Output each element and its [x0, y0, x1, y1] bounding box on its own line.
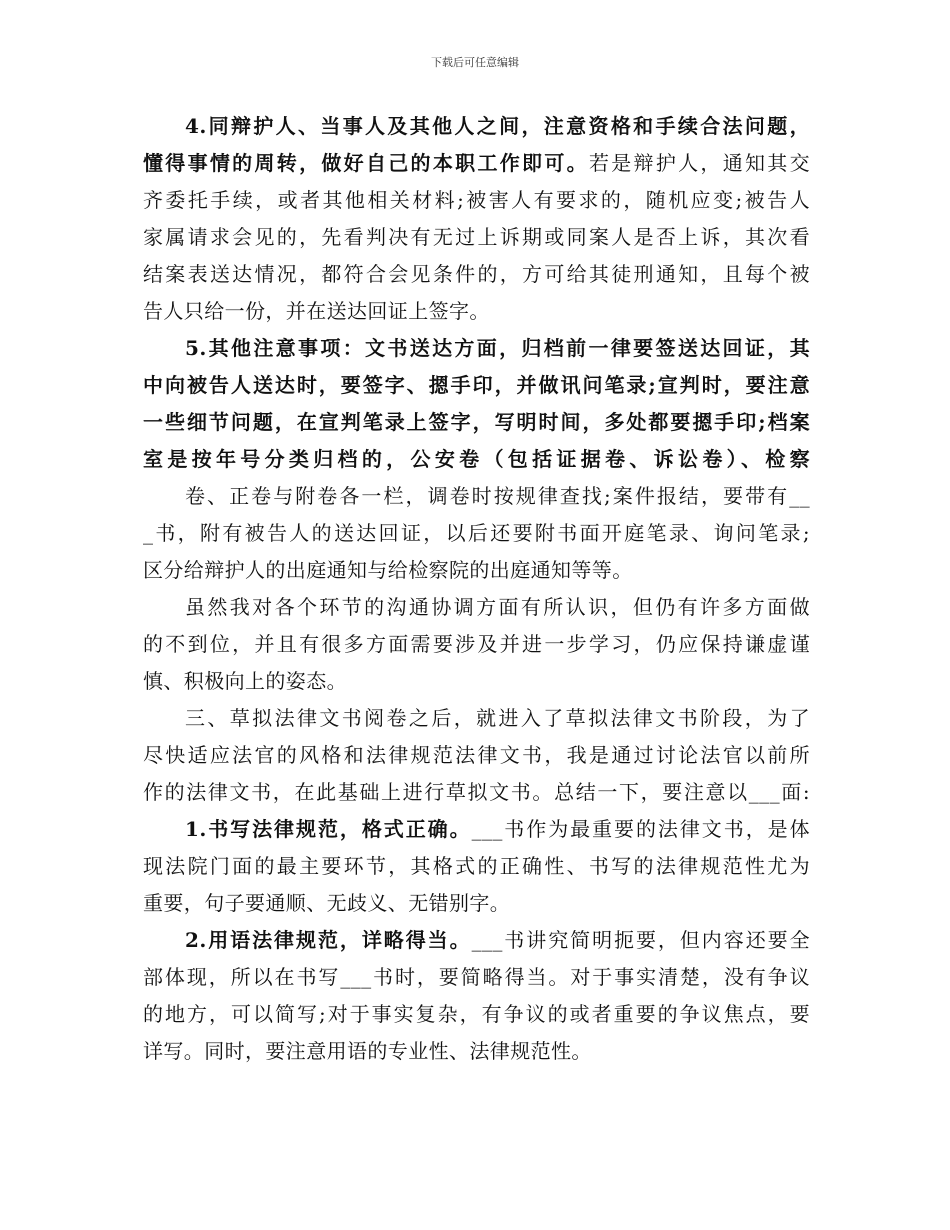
text-line	[143, 811, 810, 848]
text-line: 慎、积极向上的姿态。	[143, 669, 347, 693]
text-line	[143, 922, 810, 959]
bold-phrase: 懂得事情的周转，做好自己的本职工作即可。	[143, 151, 589, 175]
bold-phrase: 1.书写法律规范，格式正确。	[185, 817, 472, 841]
text-line: 的不到位，并且有很多方面需要涉及并进一步学习，仍应保持谦虚谨	[143, 632, 810, 656]
text-line	[143, 145, 810, 182]
text-line: 5.其他注意事项：文书送达方面，归档前一律要签送达回证，其	[185, 336, 810, 360]
text-span: ___书讲究简明扼要，但内容还要全	[471, 928, 810, 952]
text-line: 告人只给一份，并在送达回证上签字。	[143, 299, 490, 323]
paragraph-4	[143, 108, 810, 330]
text-line: 虽然我对各个环节的沟通协调方面有所认识，但仍有许多方面做	[185, 595, 810, 619]
text-line: 详写。同时，要注意用语的专业性、法律规范性。	[143, 1039, 592, 1063]
text-line: 作的法律文书，在此基础上进行草拟文书。总结一下，要注意以___面:	[143, 780, 810, 804]
paragraph-item-2	[143, 922, 810, 1070]
paragraph-reflection	[143, 589, 810, 700]
text-line: 部体现，所以在书写___书时，要简略得当。对于事实清楚，没有争议	[143, 965, 810, 989]
paragraph-section-three	[143, 700, 810, 811]
text-line: 结案表送达情况，都符合会见条件的，方可给其徒刑通知，且每个被	[143, 262, 810, 286]
text-line: 现法院门面的最主要环节，其格式的正确性、书写的法律规范性尤为	[143, 854, 810, 878]
text-line: 三、草拟法律文书阅卷之后，就进入了草拟法律文书阶段，为了	[185, 706, 810, 730]
bold-phrase: 2.用语法律规范，详略得当。	[185, 928, 472, 952]
text-line: 区分给辩护人的出庭通知与给检察院的出庭通知等等。	[143, 558, 633, 582]
text-line: 尽快适应法官的风格和法律规范法律文书，我是通过讨论法官以前所	[143, 743, 810, 767]
text-line: 的地方，可以简写;对于事实复杂，有争议的或者重要的争议焦点，要	[143, 1002, 810, 1026]
text-line: 家属请求会见的，先看判决有无过上诉期或同案人是否上诉，其次看	[143, 225, 810, 249]
text-line: 一些细节问题，在宣判笔录上签字，写明时间，多处都要摁手印;档案	[143, 410, 810, 434]
paragraph-continuation	[143, 478, 810, 589]
document-body	[143, 108, 810, 1070]
page-header-note: 下载后可任意编辑	[431, 56, 519, 69]
text-line: 卷、正卷与附卷各一栏，调卷时按规律查找;案件报结，要带有__	[185, 484, 810, 508]
paragraph-5	[143, 330, 810, 478]
text-span: ___书作为最重要的法律文书，是体	[471, 817, 810, 841]
text-line: 4.同辩护人、当事人及其他人之间，注意资格和手续合法问题，	[185, 114, 810, 138]
text-line: 齐委托手续，或者其他相关材料;被害人有要求的，随机应变;被告人	[143, 188, 810, 212]
text-line: 室是按年号分类归档的，公安卷（包括证据卷、诉讼卷）、检察	[143, 447, 810, 471]
text-span: 若是辩护人，通知其交	[588, 151, 811, 175]
text-line: 中向被告人送达时，要签字、摁手印，并做讯问笔录;宣判时，要注意	[143, 373, 810, 397]
paragraph-item-1	[143, 811, 810, 922]
text-line: 重要，句子要通顺、无歧义、无错别字。	[143, 891, 511, 915]
text-line: _书，附有被告人的送达回证，以后还要附书面开庭笔录、询问笔录;	[143, 521, 810, 545]
